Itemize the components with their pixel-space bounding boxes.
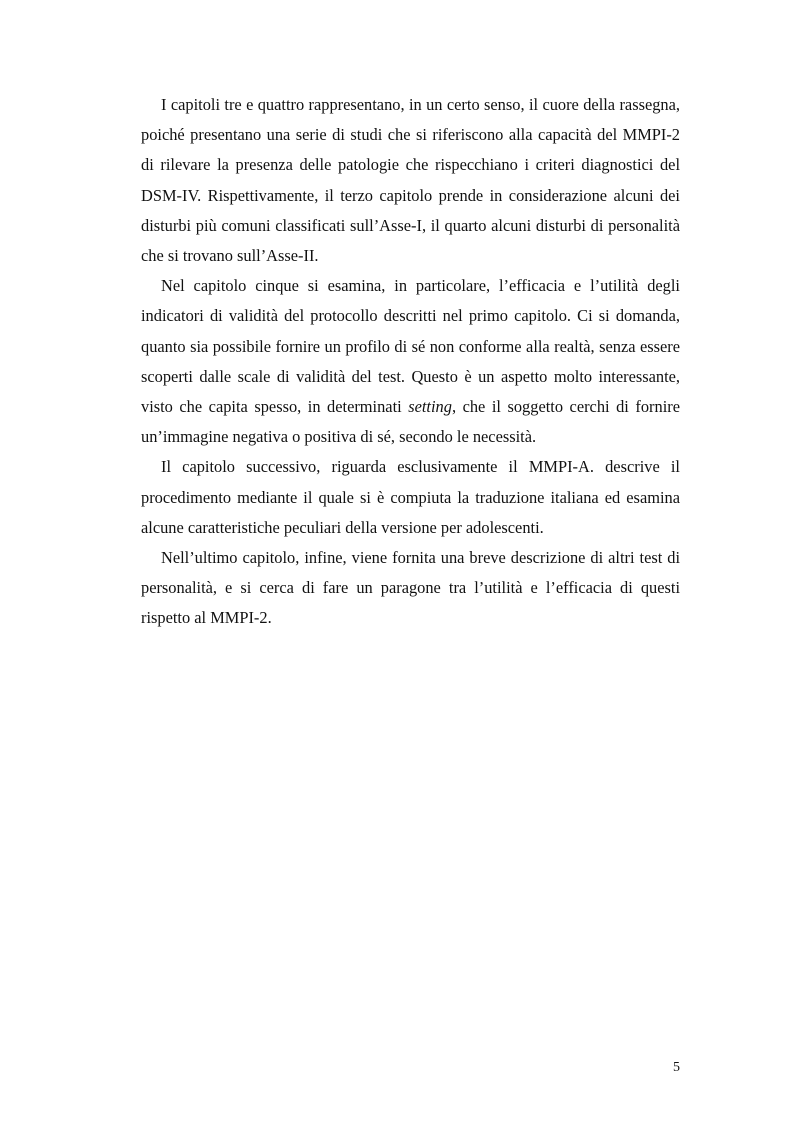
text-segment: Il capitolo successivo, riguarda esclusivamente il MMPI-A. descrive il procedimento mediante il quale si è compiuta la traduzione italiana ed esamina alcune caratteristiche peculiari della versione per adolescenti. <box>141 457 680 537</box>
text-segment: Nel capitolo cinque si esamina, in particolare, l’efficacia e l’utilità degli indicatori di validità del protocollo descritti nel primo capitolo. Ci si domanda, quanto sia possibile fornire un profilo di sé non conforme alla realtà, senza essere scoperti dalle scale di validità del test. Questo è un aspetto molto interessante, visto che capita spesso, in determinati <box>141 276 680 417</box>
paragraph-chapter-five <box>141 271 680 452</box>
italic-term: setting <box>408 397 452 417</box>
page-number: 5 <box>673 1060 680 1075</box>
paragraph-chapters-three-four <box>141 90 680 271</box>
paragraph-next-chapter <box>141 452 680 543</box>
paragraph-last-chapter <box>141 543 680 634</box>
text-segment: Nell’ultimo capitolo, infine, viene fornita una breve descrizione di altri test di personalità, e si cerca di fare un paragone tra l’utilità e l’efficacia di questi rispetto al MMPI-2. <box>141 548 680 628</box>
body-text <box>141 90 680 634</box>
text-segment: , che il soggetto cerchi di fornire un’immagine negativa o positiva di sé, secondo le necessità. <box>141 397 680 447</box>
text-segment: I capitoli tre e quattro rappresentano, in un certo senso, il cuore della rassegna, poiché presentano una serie di studi che si riferiscono alla capacità del MMPI-2 di rilevare la presenza delle patologie che rispecchiano i criteri diagnostici del DSM-IV. Rispettivamente, il terzo capitolo prende in considerazione alcuni dei disturbi più comuni classificati sull’Asse-I, il quarto alcuni disturbi di personalità che si trovano sull’Asse-II. <box>141 95 680 266</box>
